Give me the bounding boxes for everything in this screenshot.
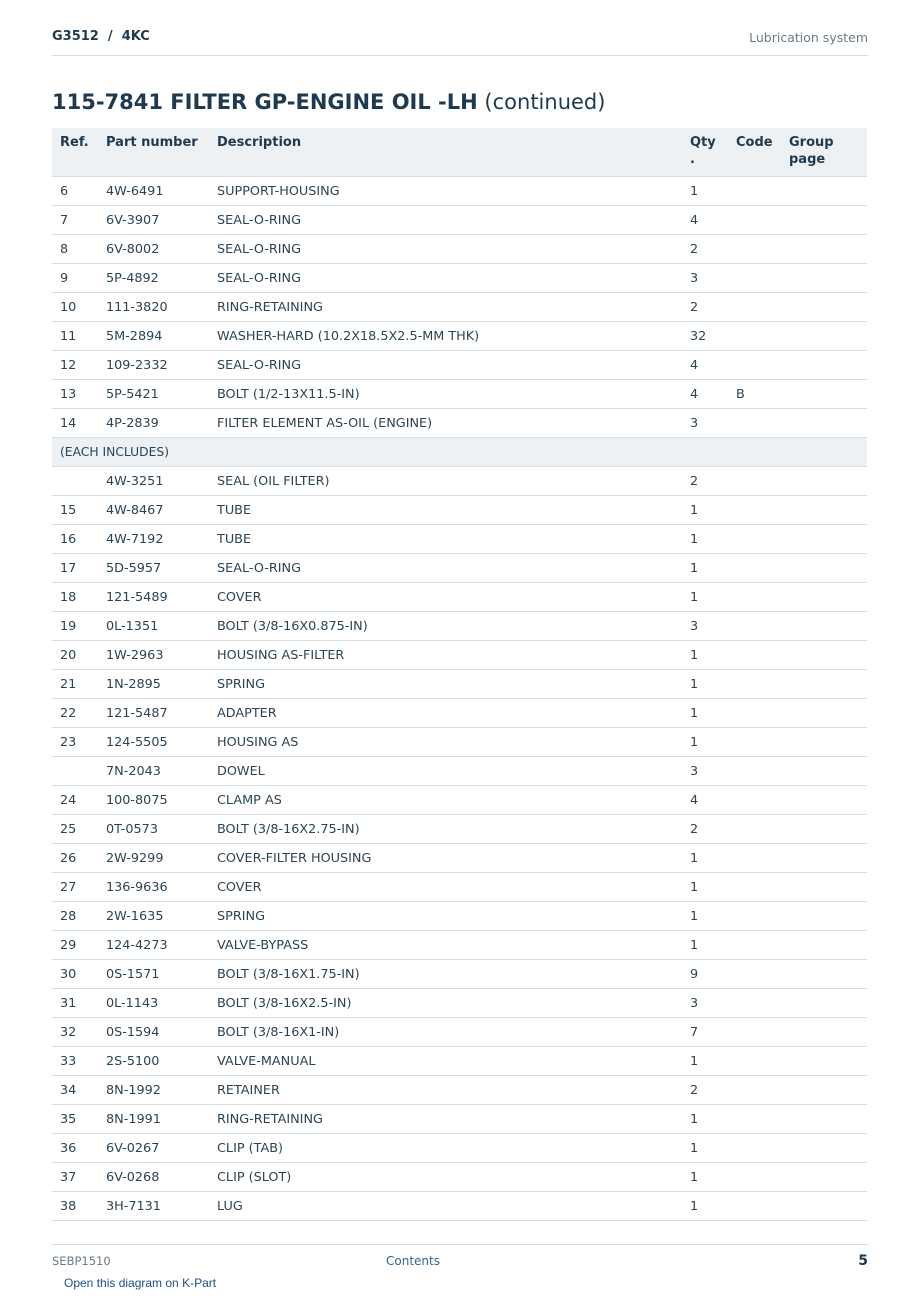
cell-description: BOLT (3/8-16X1-IN): [209, 1018, 682, 1047]
cell-ref: 22: [52, 699, 98, 728]
cell-group-page: [781, 931, 867, 960]
table-row: [52, 989, 867, 1018]
cell-code: [728, 1076, 781, 1105]
cell-part-number: 5P-4892: [98, 264, 209, 293]
cell-ref: 12: [52, 351, 98, 380]
cell-code: [728, 1134, 781, 1163]
cell-qty: 1: [682, 1105, 728, 1134]
cell-part-number: 1N-2895: [98, 670, 209, 699]
cell-ref: 17: [52, 554, 98, 583]
cell-group-page: [781, 1163, 867, 1192]
cell-qty: 3: [682, 264, 728, 293]
cell-code: [728, 293, 781, 322]
cell-qty: 3: [682, 409, 728, 438]
cell-description: BOLT (3/8-16X2.75-IN): [209, 815, 682, 844]
cell-part-number: 121-5489: [98, 583, 209, 612]
note-text: (EACH INCLUDES): [52, 438, 867, 467]
cell-description: VALVE-BYPASS: [209, 931, 682, 960]
table-row: [52, 1018, 867, 1047]
cell-ref: 21: [52, 670, 98, 699]
cell-ref: 28: [52, 902, 98, 931]
table-row: [52, 206, 867, 235]
cell-code: [728, 525, 781, 554]
cell-ref: 24: [52, 786, 98, 815]
cell-description: SEAL-O-RING: [209, 554, 682, 583]
table-row: [52, 235, 867, 264]
cell-code: [728, 902, 781, 931]
page-title: [52, 90, 605, 114]
section-label: Lubrication system: [749, 30, 868, 45]
cell-part-number: 8N-1991: [98, 1105, 209, 1134]
col-qty: Qty .: [682, 128, 728, 177]
table-row: [52, 177, 867, 206]
cell-part-number: 109-2332: [98, 351, 209, 380]
cell-description: SEAL-O-RING: [209, 206, 682, 235]
cell-description: COVER: [209, 873, 682, 902]
cell-code: [728, 409, 781, 438]
cell-qty: 1: [682, 641, 728, 670]
cell-ref: 14: [52, 409, 98, 438]
cell-description: COVER-FILTER HOUSING: [209, 844, 682, 873]
cell-ref: 6: [52, 177, 98, 206]
cell-part-number: 111-3820: [98, 293, 209, 322]
cell-description: VALVE-MANUAL: [209, 1047, 682, 1076]
cell-ref: 26: [52, 844, 98, 873]
table-row: [52, 728, 867, 757]
cell-group-page: [781, 612, 867, 641]
cell-qty: 4: [682, 380, 728, 409]
cell-group-page: [781, 554, 867, 583]
cell-part-number: 0S-1571: [98, 960, 209, 989]
cell-ref: 20: [52, 641, 98, 670]
table-row: [52, 293, 867, 322]
cell-code: [728, 206, 781, 235]
cell-ref: 13: [52, 380, 98, 409]
cell-qty: 3: [682, 757, 728, 786]
kpart-link[interactable]: Open this diagram on K-Part: [64, 1276, 217, 1290]
table-row: [52, 380, 867, 409]
cell-ref: [52, 467, 98, 496]
cell-group-page: [781, 1134, 867, 1163]
cell-group-page: [781, 1047, 867, 1076]
cell-qty: 1: [682, 525, 728, 554]
cell-description: SEAL-O-RING: [209, 264, 682, 293]
cell-code: [728, 873, 781, 902]
cell-code: [728, 554, 781, 583]
cell-ref: 37: [52, 1163, 98, 1192]
table-row: [52, 815, 867, 844]
cell-qty: 4: [682, 786, 728, 815]
cell-group-page: [781, 177, 867, 206]
cell-ref: 8: [52, 235, 98, 264]
cell-description: RETAINER: [209, 1076, 682, 1105]
cell-code: B: [728, 380, 781, 409]
cell-description: SEAL-O-RING: [209, 351, 682, 380]
cell-code: [728, 496, 781, 525]
cell-part-number: 100-8075: [98, 786, 209, 815]
table-row: [52, 351, 867, 380]
cell-ref: 36: [52, 1134, 98, 1163]
cell-description: BOLT (1/2-13X11.5-IN): [209, 380, 682, 409]
cell-qty: 1: [682, 902, 728, 931]
cell-code: [728, 351, 781, 380]
table-row: [52, 1163, 867, 1192]
page-number: 5: [858, 1253, 868, 1269]
table-row: [52, 264, 867, 293]
cell-ref: 7: [52, 206, 98, 235]
cell-description: CLIP (SLOT): [209, 1163, 682, 1192]
cell-description: BOLT (3/8-16X0.875-IN): [209, 612, 682, 641]
col-part-number: Part number: [98, 128, 209, 177]
table-row: [52, 844, 867, 873]
cell-group-page: [781, 960, 867, 989]
table-row: [52, 496, 867, 525]
cell-description: HOUSING AS-FILTER: [209, 641, 682, 670]
cell-qty: 7: [682, 1018, 728, 1047]
cell-description: FILTER ELEMENT AS-OIL (ENGINE): [209, 409, 682, 438]
cell-part-number: 5D-5957: [98, 554, 209, 583]
cell-qty: 9: [682, 960, 728, 989]
cell-ref: 29: [52, 931, 98, 960]
cell-group-page: [781, 583, 867, 612]
cell-ref: 23: [52, 728, 98, 757]
cell-code: [728, 1163, 781, 1192]
cell-part-number: 4P-2839: [98, 409, 209, 438]
cell-part-number: 2W-1635: [98, 902, 209, 931]
table-row: [52, 322, 867, 351]
parts-table-body: [52, 177, 867, 1221]
cell-description: SPRING: [209, 670, 682, 699]
cell-code: [728, 844, 781, 873]
cell-group-page: [781, 728, 867, 757]
table-row: [52, 525, 867, 554]
cell-part-number: 2S-5100: [98, 1047, 209, 1076]
cell-description: CLAMP AS: [209, 786, 682, 815]
table-row: [52, 757, 867, 786]
cell-code: [728, 641, 781, 670]
cell-part-number: 124-5505: [98, 728, 209, 757]
cell-group-page: [781, 641, 867, 670]
table-note-row: [52, 438, 867, 467]
cell-part-number: 5M-2894: [98, 322, 209, 351]
cell-ref: 15: [52, 496, 98, 525]
cell-qty: 1: [682, 1192, 728, 1221]
cell-group-page: [781, 467, 867, 496]
cell-ref: 9: [52, 264, 98, 293]
cell-ref: 38: [52, 1192, 98, 1221]
cell-description: SPRING: [209, 902, 682, 931]
cell-code: [728, 815, 781, 844]
cell-ref: 32: [52, 1018, 98, 1047]
col-ref: Ref.: [52, 128, 98, 177]
cell-ref: 34: [52, 1076, 98, 1105]
table-row: [52, 1105, 867, 1134]
cell-description: SEAL-O-RING: [209, 235, 682, 264]
cell-qty: 3: [682, 612, 728, 641]
cell-code: [728, 931, 781, 960]
cell-part-number: 4W-6491: [98, 177, 209, 206]
cell-group-page: [781, 409, 867, 438]
cell-code: [728, 699, 781, 728]
cell-description: TUBE: [209, 496, 682, 525]
cell-part-number: 7N-2043: [98, 757, 209, 786]
cell-part-number: 0T-0573: [98, 815, 209, 844]
page-header: [52, 28, 868, 56]
cell-part-number: 121-5487: [98, 699, 209, 728]
cell-part-number: 0L-1143: [98, 989, 209, 1018]
cell-group-page: [781, 380, 867, 409]
cell-qty: 1: [682, 554, 728, 583]
cell-part-number: 4W-8467: [98, 496, 209, 525]
cell-group-page: [781, 989, 867, 1018]
table-row: [52, 931, 867, 960]
cell-qty: 2: [682, 1076, 728, 1105]
cell-ref: 33: [52, 1047, 98, 1076]
cell-code: [728, 960, 781, 989]
cell-ref: 35: [52, 1105, 98, 1134]
cell-qty: 1: [682, 931, 728, 960]
contents-link[interactable]: Contents: [386, 1254, 440, 1268]
cell-part-number: 6V-0268: [98, 1163, 209, 1192]
cell-qty: 1: [682, 873, 728, 902]
cell-group-page: [781, 264, 867, 293]
table-row: [52, 554, 867, 583]
cell-group-page: [781, 1076, 867, 1105]
cell-group-page: [781, 844, 867, 873]
cell-group-page: [781, 293, 867, 322]
col-group-page: Group page: [781, 128, 867, 177]
cell-group-page: [781, 1018, 867, 1047]
table-row: [52, 1047, 867, 1076]
cell-qty: 2: [682, 293, 728, 322]
cell-group-page: [781, 322, 867, 351]
cell-ref: 10: [52, 293, 98, 322]
cell-group-page: [781, 206, 867, 235]
cell-qty: 3: [682, 989, 728, 1018]
cell-code: [728, 612, 781, 641]
cell-qty: 1: [682, 177, 728, 206]
title-suffix: (continued): [484, 90, 606, 114]
cell-ref: [52, 757, 98, 786]
cell-description: SUPPORT-HOUSING: [209, 177, 682, 206]
cell-part-number: 6V-0267: [98, 1134, 209, 1163]
cell-code: [728, 583, 781, 612]
cell-qty: 1: [682, 844, 728, 873]
cell-code: [728, 1192, 781, 1221]
table-row: [52, 670, 867, 699]
cell-code: [728, 1047, 781, 1076]
col-description: Description: [209, 128, 682, 177]
cell-group-page: [781, 873, 867, 902]
cell-description: RING-RETAINING: [209, 293, 682, 322]
cell-part-number: 3H-7131: [98, 1192, 209, 1221]
table-row: [52, 960, 867, 989]
cell-group-page: [781, 1105, 867, 1134]
table-row: [52, 1192, 867, 1221]
cell-ref: 16: [52, 525, 98, 554]
cell-group-page: [781, 525, 867, 554]
cell-qty: 1: [682, 1163, 728, 1192]
cell-group-page: [781, 670, 867, 699]
cell-description: TUBE: [209, 525, 682, 554]
cell-qty: 1: [682, 699, 728, 728]
cell-description: SEAL (OIL FILTER): [209, 467, 682, 496]
cell-part-number: 6V-3907: [98, 206, 209, 235]
cell-part-number: 8N-1992: [98, 1076, 209, 1105]
cell-description: LUG: [209, 1192, 682, 1221]
document-id: SEBP1510: [52, 1254, 111, 1268]
cell-description: BOLT (3/8-16X2.5-IN): [209, 989, 682, 1018]
cell-group-page: [781, 902, 867, 931]
cell-group-page: [781, 235, 867, 264]
table-row: [52, 409, 867, 438]
cell-code: [728, 786, 781, 815]
table-row: [52, 1076, 867, 1105]
cell-part-number: 5P-5421: [98, 380, 209, 409]
cell-part-number: 0L-1351: [98, 612, 209, 641]
cell-part-number: 4W-7192: [98, 525, 209, 554]
cell-qty: 1: [682, 583, 728, 612]
cell-group-page: [781, 786, 867, 815]
table-row: [52, 699, 867, 728]
table-row: [52, 612, 867, 641]
table-row: [52, 583, 867, 612]
cell-qty: 1: [682, 670, 728, 699]
cell-group-page: [781, 757, 867, 786]
cell-group-page: [781, 1192, 867, 1221]
cell-code: [728, 1105, 781, 1134]
cell-part-number: 4W-3251: [98, 467, 209, 496]
cell-ref: 18: [52, 583, 98, 612]
cell-code: [728, 1018, 781, 1047]
cell-qty: 2: [682, 815, 728, 844]
cell-ref: 30: [52, 960, 98, 989]
cell-qty: 4: [682, 206, 728, 235]
cell-qty: 4: [682, 351, 728, 380]
cell-group-page: [781, 699, 867, 728]
cell-code: [728, 467, 781, 496]
cell-description: CLIP (TAB): [209, 1134, 682, 1163]
cell-code: [728, 670, 781, 699]
table-row: [52, 1134, 867, 1163]
cell-qty: 1: [682, 496, 728, 525]
cell-ref: 25: [52, 815, 98, 844]
cell-group-page: [781, 351, 867, 380]
cell-group-page: [781, 496, 867, 525]
cell-description: HOUSING AS: [209, 728, 682, 757]
cell-part-number: 136-9636: [98, 873, 209, 902]
cell-description: RING-RETAINING: [209, 1105, 682, 1134]
cell-part-number: 124-4273: [98, 931, 209, 960]
model-label: G3512 / 4KC: [52, 29, 150, 44]
cell-group-page: [781, 815, 867, 844]
cell-code: [728, 757, 781, 786]
cell-description: BOLT (3/8-16X1.75-IN): [209, 960, 682, 989]
cell-qty: 2: [682, 467, 728, 496]
table-header-row: [52, 128, 867, 177]
parts-table: [52, 128, 867, 1221]
cell-ref: 31: [52, 989, 98, 1018]
cell-part-number: 2W-9299: [98, 844, 209, 873]
cell-qty: 2: [682, 235, 728, 264]
cell-part-number: 0S-1594: [98, 1018, 209, 1047]
cell-qty: 1: [682, 1134, 728, 1163]
table-row: [52, 873, 867, 902]
cell-code: [728, 989, 781, 1018]
cell-code: [728, 728, 781, 757]
table-row: [52, 641, 867, 670]
cell-description: DOWEL: [209, 757, 682, 786]
cell-qty: 32: [682, 322, 728, 351]
col-code: Code: [728, 128, 781, 177]
table-row: [52, 467, 867, 496]
cell-code: [728, 264, 781, 293]
cell-ref: 11: [52, 322, 98, 351]
cell-code: [728, 235, 781, 264]
title-main: 115-7841 FILTER GP-ENGINE OIL -LH: [52, 90, 478, 114]
cell-description: ADAPTER: [209, 699, 682, 728]
cell-part-number: 1W-2963: [98, 641, 209, 670]
cell-qty: 1: [682, 1047, 728, 1076]
table-row: [52, 786, 867, 815]
cell-qty: 1: [682, 728, 728, 757]
cell-code: [728, 177, 781, 206]
cell-code: [728, 322, 781, 351]
cell-part-number: 6V-8002: [98, 235, 209, 264]
page-footer: [52, 1244, 868, 1273]
cell-description: WASHER-HARD (10.2X18.5X2.5-MM THK): [209, 322, 682, 351]
cell-ref: 27: [52, 873, 98, 902]
cell-description: COVER: [209, 583, 682, 612]
table-row: [52, 902, 867, 931]
cell-ref: 19: [52, 612, 98, 641]
